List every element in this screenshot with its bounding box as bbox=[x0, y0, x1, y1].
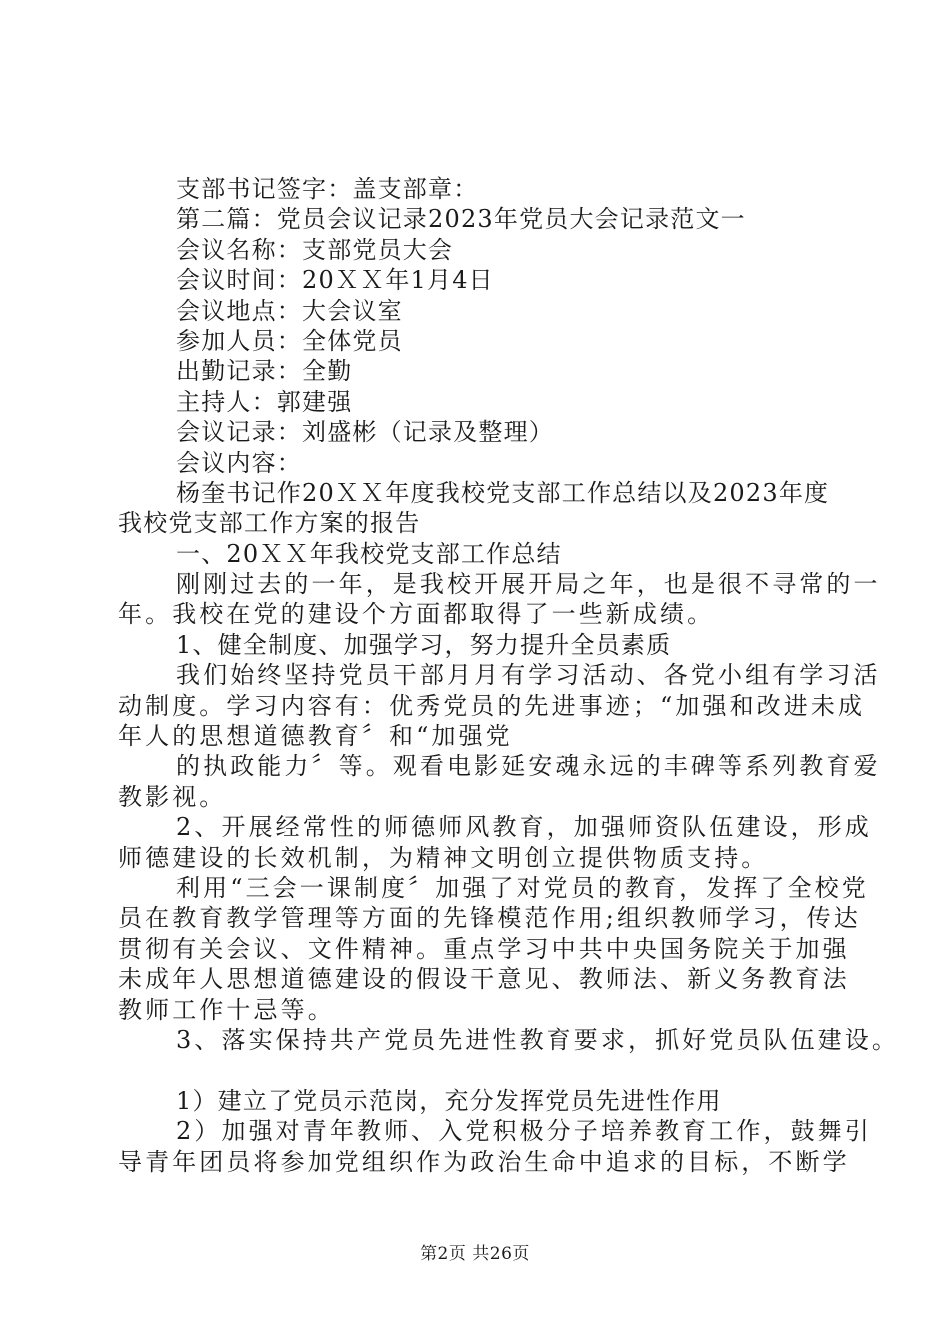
text-line: 刚刚过去的一年，是我校开展开局之年，也是很不寻常的一 bbox=[176, 570, 881, 599]
text-line: 会议名称：支部党员大会 bbox=[176, 235, 454, 264]
text-line: 我们始终坚持党员干部月月有学习活动、各党小组有学习活 bbox=[176, 661, 881, 690]
text-line: 2）加强对青年教师、入党积极分子培养教育工作，鼓舞引 bbox=[176, 1117, 872, 1146]
text-line: 参加人员：全体党员 bbox=[176, 326, 403, 355]
text-line: 师德建设的长效机制，为精神文明创立提供物质支持。 bbox=[118, 843, 769, 872]
text-line: 未成年人思想道德建设的假设干意见、教师法、新义务教育法 bbox=[118, 965, 850, 994]
text-line: 教师工作十忌等。 bbox=[118, 995, 335, 1024]
text-line: 1）建立了党员示范岗，充分发挥党员先进性作用 bbox=[176, 1086, 722, 1115]
text-line: 3、落实保持共产党员先进性教育要求，抓好党员队伍建设。 bbox=[176, 1025, 899, 1054]
text-line: 年。我校在党的建设个方面都取得了一些新成绩。 bbox=[118, 600, 715, 629]
text-line: 出勤记录：全勤 bbox=[176, 357, 353, 386]
text-line: 会议地点：大会议室 bbox=[176, 296, 403, 325]
text-line: 利用“三会一课制度〞加强了对党员的教育，发挥了全校党 bbox=[176, 873, 869, 902]
text-line: 2、开展经常性的师德师风教育，加强师资队伍建设，形成 bbox=[176, 813, 872, 842]
text-line: 我校党支部工作方案的报告 bbox=[118, 509, 421, 538]
text-line: 年人的思想道德教育〞和“加强党 bbox=[118, 722, 513, 751]
text-line: 1、健全制度、加强学习，努力提升全员素质 bbox=[176, 630, 672, 659]
text-line: 会议时间：20ＸＸ年1月4日 bbox=[176, 266, 494, 295]
text-line: 员在教育教学管理等方面的先锋模范作用;组织教师学习，传达 bbox=[118, 904, 861, 933]
text-line: 动制度。学习内容有：优秀党员的先进事迹；“加强和改进未成 bbox=[118, 691, 866, 720]
text-line: 的执政能力〞等。观看电影延安魂永远的丰碑等系列教育爱 bbox=[176, 752, 881, 781]
document-body bbox=[118, 174, 899, 1177]
text-line: 会议记录：刘盛彬（记录及整理） bbox=[176, 418, 554, 447]
text-line: 贯彻有关会议、文件精神。重点学习中共中央国务院关于加强 bbox=[118, 934, 850, 963]
page-number-footer: 第2页 共26页 bbox=[420, 1244, 530, 1264]
section-heading: 第二篇：党员会议记录2023年党员大会记录范文一 bbox=[176, 205, 746, 234]
text-line: 一、20ＸＸ年我校党支部工作总结 bbox=[176, 539, 562, 568]
text-line: 主持人：郭建强 bbox=[176, 387, 353, 416]
text-line: 导青年团员将参加党组织作为政治生命中追求的目标，不断学 bbox=[118, 1147, 850, 1176]
text-line: 杨奎书记作20ＸＸ年度我校党支部工作总结以及2023年度 bbox=[176, 478, 830, 507]
blank-line bbox=[118, 1055, 834, 1085]
text-line: 会议内容： bbox=[176, 448, 302, 477]
text-line: 支部书记签字：盖支部章： bbox=[176, 175, 479, 203]
text-line: 教影视。 bbox=[118, 782, 227, 811]
